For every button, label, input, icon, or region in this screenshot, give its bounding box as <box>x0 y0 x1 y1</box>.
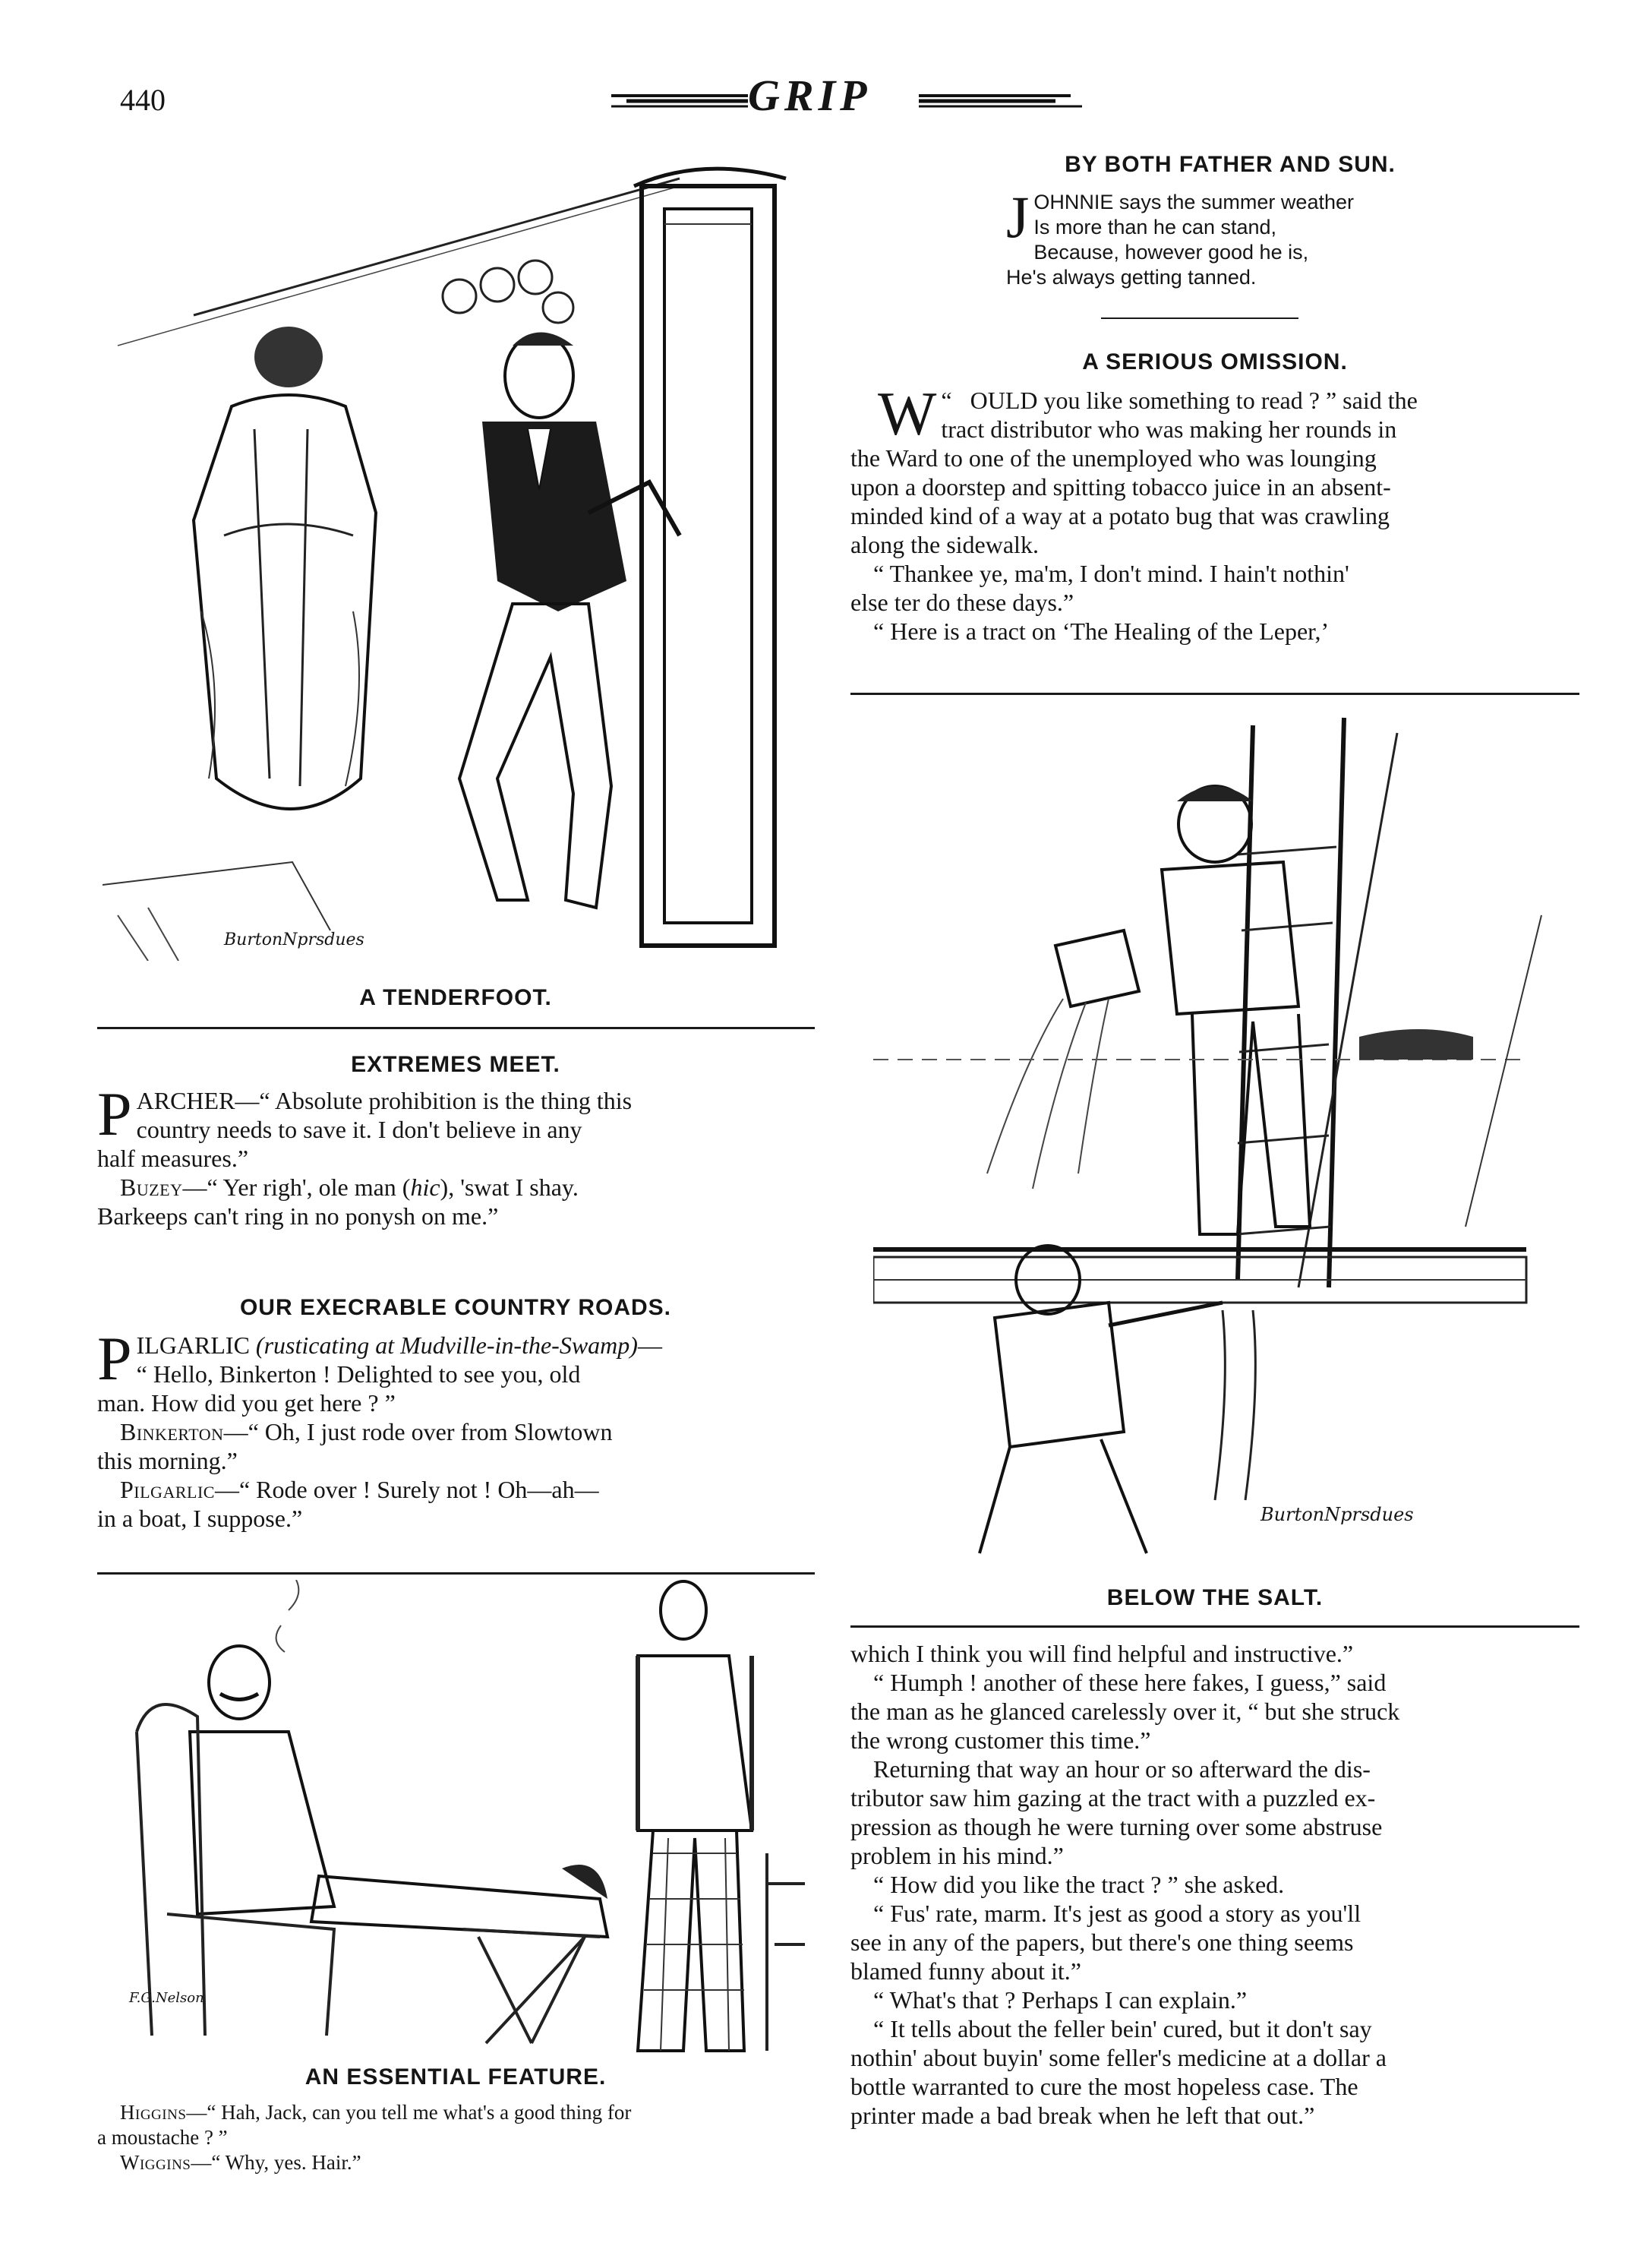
roads-drop-cap: P <box>97 1324 132 1393</box>
speaker-name: Pilgarlic <box>120 1476 215 1503</box>
below-salt-signature: BurtonNprsdues <box>1260 1504 1414 1525</box>
cont-line: the man as he glanced carelessly over it, “ but she struck <box>850 1698 1400 1725</box>
below-salt-drawing <box>873 703 1572 1565</box>
line-text: —“ Rode over ! Surely not ! Oh—ah— <box>214 1476 599 1503</box>
tenderfoot-signature: BurtonNprsdues <box>224 930 364 949</box>
roads-text <box>97 1324 815 1533</box>
roads-title: OUR EXECRABLE COUNTRY ROADS. <box>239 1295 672 1320</box>
omission-text <box>850 379 1579 646</box>
omission-line: the Ward to one of the unemployed who was lounging <box>850 444 1377 472</box>
divider-short <box>1101 317 1298 319</box>
cont-line: printer made a bad break when he left that out.” <box>850 2102 1315 2129</box>
divider-salt <box>850 1625 1579 1628</box>
poem-line: Because, however good he is, <box>1033 241 1309 264</box>
extremes-line: half measures.” <box>97 1145 249 1172</box>
dialogue-line <box>97 2150 815 2175</box>
masthead-title: GRIP <box>748 71 872 120</box>
roads-line: in a boat, I suppose.” <box>97 1505 303 1532</box>
poem-line: OHNNIE says the summer weather <box>1033 191 1354 213</box>
omission-title: A SERIOUS OMISSION. <box>1082 349 1348 374</box>
speaker-name: Wiggins <box>120 2151 191 2174</box>
cont-line: which I think you will find helpful and instructive.” <box>850 1640 1354 1667</box>
cont-line: “ Humph ! another of these here fakes, I guess,” said <box>873 1669 1387 1696</box>
cont-line: “ What's that ? Perhaps I can explain.” <box>873 1986 1248 2014</box>
roads-line: man. How did you get here ? ” <box>97 1389 396 1417</box>
omission-line: minded kind of a way at a potato bug that was crawling <box>850 502 1390 529</box>
essential-drawing <box>106 1580 812 2062</box>
below-salt-illustration <box>873 703 1572 1565</box>
tenderfoot-illustration <box>103 156 809 961</box>
tenderfoot-drawing <box>103 156 809 961</box>
header-ornament-right <box>919 90 1086 112</box>
tenderfoot-caption: A TENDERFOOT. <box>359 985 552 1010</box>
extremes-drop-cap: P <box>97 1079 132 1148</box>
omission-line: “ OULD you like something to read ? ” said the <box>941 387 1418 414</box>
cont-line: the wrong customer this time.” <box>850 1726 1151 1754</box>
cont-line: “ How did you like the tract ? ” she asked. <box>873 1871 1285 1898</box>
extremes-title: EXTREMES MEET. <box>351 1052 560 1077</box>
omission-continuation <box>850 1639 1579 2130</box>
roads-line: this morning.” <box>97 1447 238 1474</box>
cont-line: see in any of the papers, but there's one thing seems <box>850 1928 1354 1956</box>
roads-line <box>97 1475 815 1504</box>
page-number: 440 <box>120 83 166 117</box>
stage-direction: (rusticating at Mudville-in-the-Swamp) <box>255 1331 638 1359</box>
omission-drop-cap: W <box>878 379 937 448</box>
omission-line: “ Thankee ye, ma'm, I don't mind. I hain't nothin' <box>873 560 1349 587</box>
cont-line: pression as though he were turning over some abstruse <box>850 1813 1383 1840</box>
omission-line: along the sidewalk. <box>850 531 1039 558</box>
speaker-name: Higgins <box>120 2101 187 2124</box>
cont-line: problem in his mind.” <box>850 1842 1064 1869</box>
omission-line: else ter do these days.” <box>850 589 1074 616</box>
extremes-line: ARCHER—“ Absolute prohibition is the thing this <box>136 1087 633 1114</box>
divider-roads <box>97 1572 815 1575</box>
dialogue-line <box>97 2100 815 2125</box>
header-ornament-left <box>604 90 748 112</box>
cont-line: bottle warranted to cure the most hopeless case. The <box>850 2073 1358 2100</box>
dash: — <box>637 1331 662 1359</box>
essential-caption: AN ESSENTIAL FEATURE. <box>304 2064 607 2090</box>
line-text: —“ Oh, I just rode over from Slowtown <box>223 1418 613 1445</box>
roads-line <box>97 1417 815 1446</box>
roads-line: “ Hello, Binkerton ! Delighted to see you, old <box>136 1360 581 1388</box>
poem-line: He's always getting tanned. <box>1006 266 1257 289</box>
essential-dialogue <box>97 2100 815 2175</box>
cont-line: “ Fus' rate, marm. It's jest as good a story as you'll <box>873 1900 1361 1927</box>
speaker-name: Buzey <box>120 1173 183 1201</box>
divider-omission <box>850 693 1579 695</box>
cont-line: Returning that way an hour or so afterward the dis- <box>873 1755 1371 1783</box>
reply-text: —“ Yer righ', ole man (hic), 'swat I shay. <box>182 1173 579 1201</box>
father-sun-poem <box>1006 184 1354 290</box>
essential-signature: F.G.Nelson <box>129 1990 204 2006</box>
father-sun-title: BY BOTH FATHER AND SUN. <box>1065 152 1396 177</box>
cont-line: “ It tells about the feller bein' cured, but it don't say <box>873 2015 1372 2042</box>
roads-first-line <box>97 1331 815 1360</box>
omission-line: “ Here is a tract on ‘The Healing of the Leper,’ <box>873 618 1330 645</box>
omission-line: upon a doorstep and spitting tobacco juice in an absent- <box>850 473 1391 501</box>
essential-feature-illustration <box>106 1580 812 2062</box>
below-salt-caption: BELOW THE SALT. <box>1106 1585 1324 1610</box>
line-text: —“ Why, yes. Hair.” <box>191 2151 361 2174</box>
line-text: —“ Hah, Jack, can you tell me what's a good thing for <box>186 2101 632 2124</box>
omission-line: tract distributor who was making her rounds in <box>941 415 1397 443</box>
extremes-text <box>97 1079 815 1230</box>
divider-tenderfoot <box>97 1027 815 1029</box>
dialogue-line: a moustache ? ” <box>97 2126 228 2149</box>
speaker-name: ILGARLIC <box>136 1331 256 1359</box>
cont-line: nothin' about buyin' some feller's medicine at a dollar a <box>850 2044 1387 2071</box>
extremes-line: country needs to save it. I don't believe in any <box>136 1116 582 1143</box>
cont-line: tributor saw him gazing at the tract with a puzzled ex- <box>850 1784 1376 1812</box>
cont-line: blamed funny about it.” <box>850 1957 1081 1985</box>
extremes-line: Barkeeps can't ring in no ponysh on me.” <box>97 1202 499 1230</box>
extremes-reply <box>97 1173 815 1202</box>
speaker-name: Binkerton <box>120 1418 224 1445</box>
poem-drop-cap: J <box>1006 184 1030 250</box>
poem-line: Is more than he can stand, <box>1033 216 1277 238</box>
